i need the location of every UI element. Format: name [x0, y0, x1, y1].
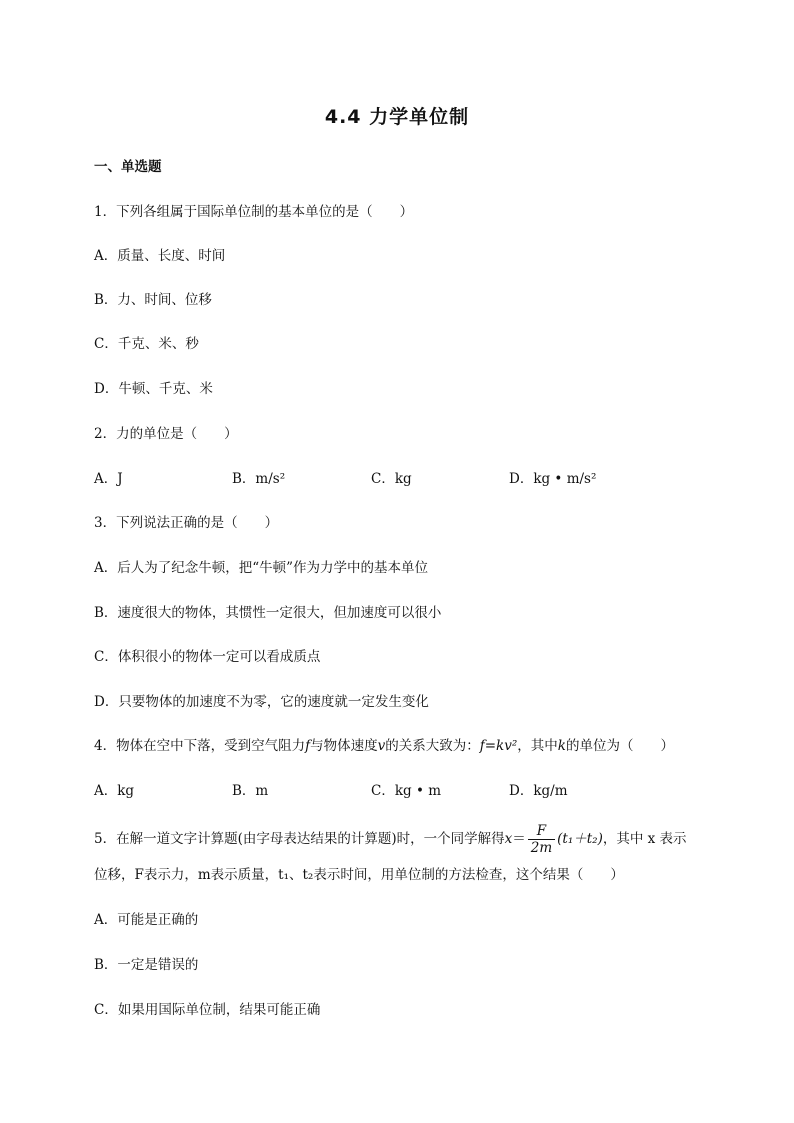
question-3-option-c: C．体积很小的物体一定可以看成质点	[94, 649, 321, 665]
question-3-option-b: B．速度很大的物体，其惯性一定很大，但加速度可以很小	[94, 605, 442, 621]
question-2-option-c: C．kg	[371, 471, 412, 487]
question-4-stem-mid3: ，其中	[517, 738, 558, 754]
symbol-v: v	[377, 738, 386, 754]
question-5-line-1-post: ，其中 x 表示	[602, 831, 687, 847]
question-4-stem-mid2: 的关系大致为：	[385, 738, 480, 754]
question-1-option-a: A．质量、长度、时间	[94, 248, 226, 264]
question-5-line-1	[94, 822, 687, 856]
question-4-stem	[94, 737, 674, 755]
question-1-option-c: C．千克、米、秒	[94, 336, 199, 352]
fraction-numerator: F	[528, 823, 555, 840]
question-2-option-b: B．m/s²	[232, 471, 286, 487]
equals-sign: ＝	[512, 831, 526, 847]
question-2-stem: 2．力的单位是（ ）	[94, 426, 238, 442]
question-4-stem-pre: 4．物体在空中下落，受到空气阻力	[94, 738, 306, 754]
question-1-option-d: D．牛顿、千克、米	[94, 381, 213, 397]
question-2-option-a: A．J	[94, 471, 123, 487]
question-2-option-d: D．kg • m/s²	[509, 471, 597, 487]
section-heading: 一、单选题	[94, 159, 162, 175]
question-1-option-b: B．力、时间、位移	[94, 292, 212, 308]
question-5-line-2: 位移，F表示力，m表示质量，t₁、t₂表示时间，用单位制的方法检查，这个结果（ ）	[94, 867, 624, 883]
question-3-option-a: A．后人为了纪念牛顿，把“牛顿”作为力学中的基本单位	[94, 560, 429, 576]
symbol-x: x	[504, 831, 513, 847]
question-5-option-a: A．可能是正确的	[94, 912, 199, 928]
fraction-denominator: 2m	[530, 840, 553, 856]
question-4-option-d: D．kg/m	[509, 783, 568, 799]
time-sum: (t₁＋t₂)	[557, 831, 603, 847]
question-4-stem-mid1: 与物体速度	[310, 738, 378, 754]
question-4-option-c: C．kg • m	[371, 783, 441, 799]
question-5-option-b: B．一定是错误的	[94, 957, 199, 973]
question-3-option-d: D．只要物体的加速度不为零，它的速度就一定发生变化	[94, 694, 429, 710]
question-4-option-b: B．m	[232, 783, 269, 799]
question-4-stem-post: 的单位为（ ）	[565, 738, 674, 754]
formula-drag: f=kv²	[479, 738, 518, 754]
question-5-line-1-pre: 5．在解一道文字计算题(由字母表达结果的计算题)时，一个同学解得	[94, 831, 505, 847]
symbol-k: k	[557, 738, 566, 754]
question-1-stem: 1．下列各组属于国际单位制的基本单位的是（ ）	[94, 204, 414, 220]
page-title: 4.4 力学单位制	[324, 106, 470, 128]
question-4-option-a: A．kg	[94, 783, 135, 799]
question-3-stem: 3．下列说法正确的是（ ）	[94, 515, 279, 531]
question-5-option-c: C．如果用国际单位制，结果可能正确	[94, 1002, 321, 1018]
symbol-f: f	[305, 738, 311, 754]
fraction-f-over-2m	[528, 823, 555, 856]
